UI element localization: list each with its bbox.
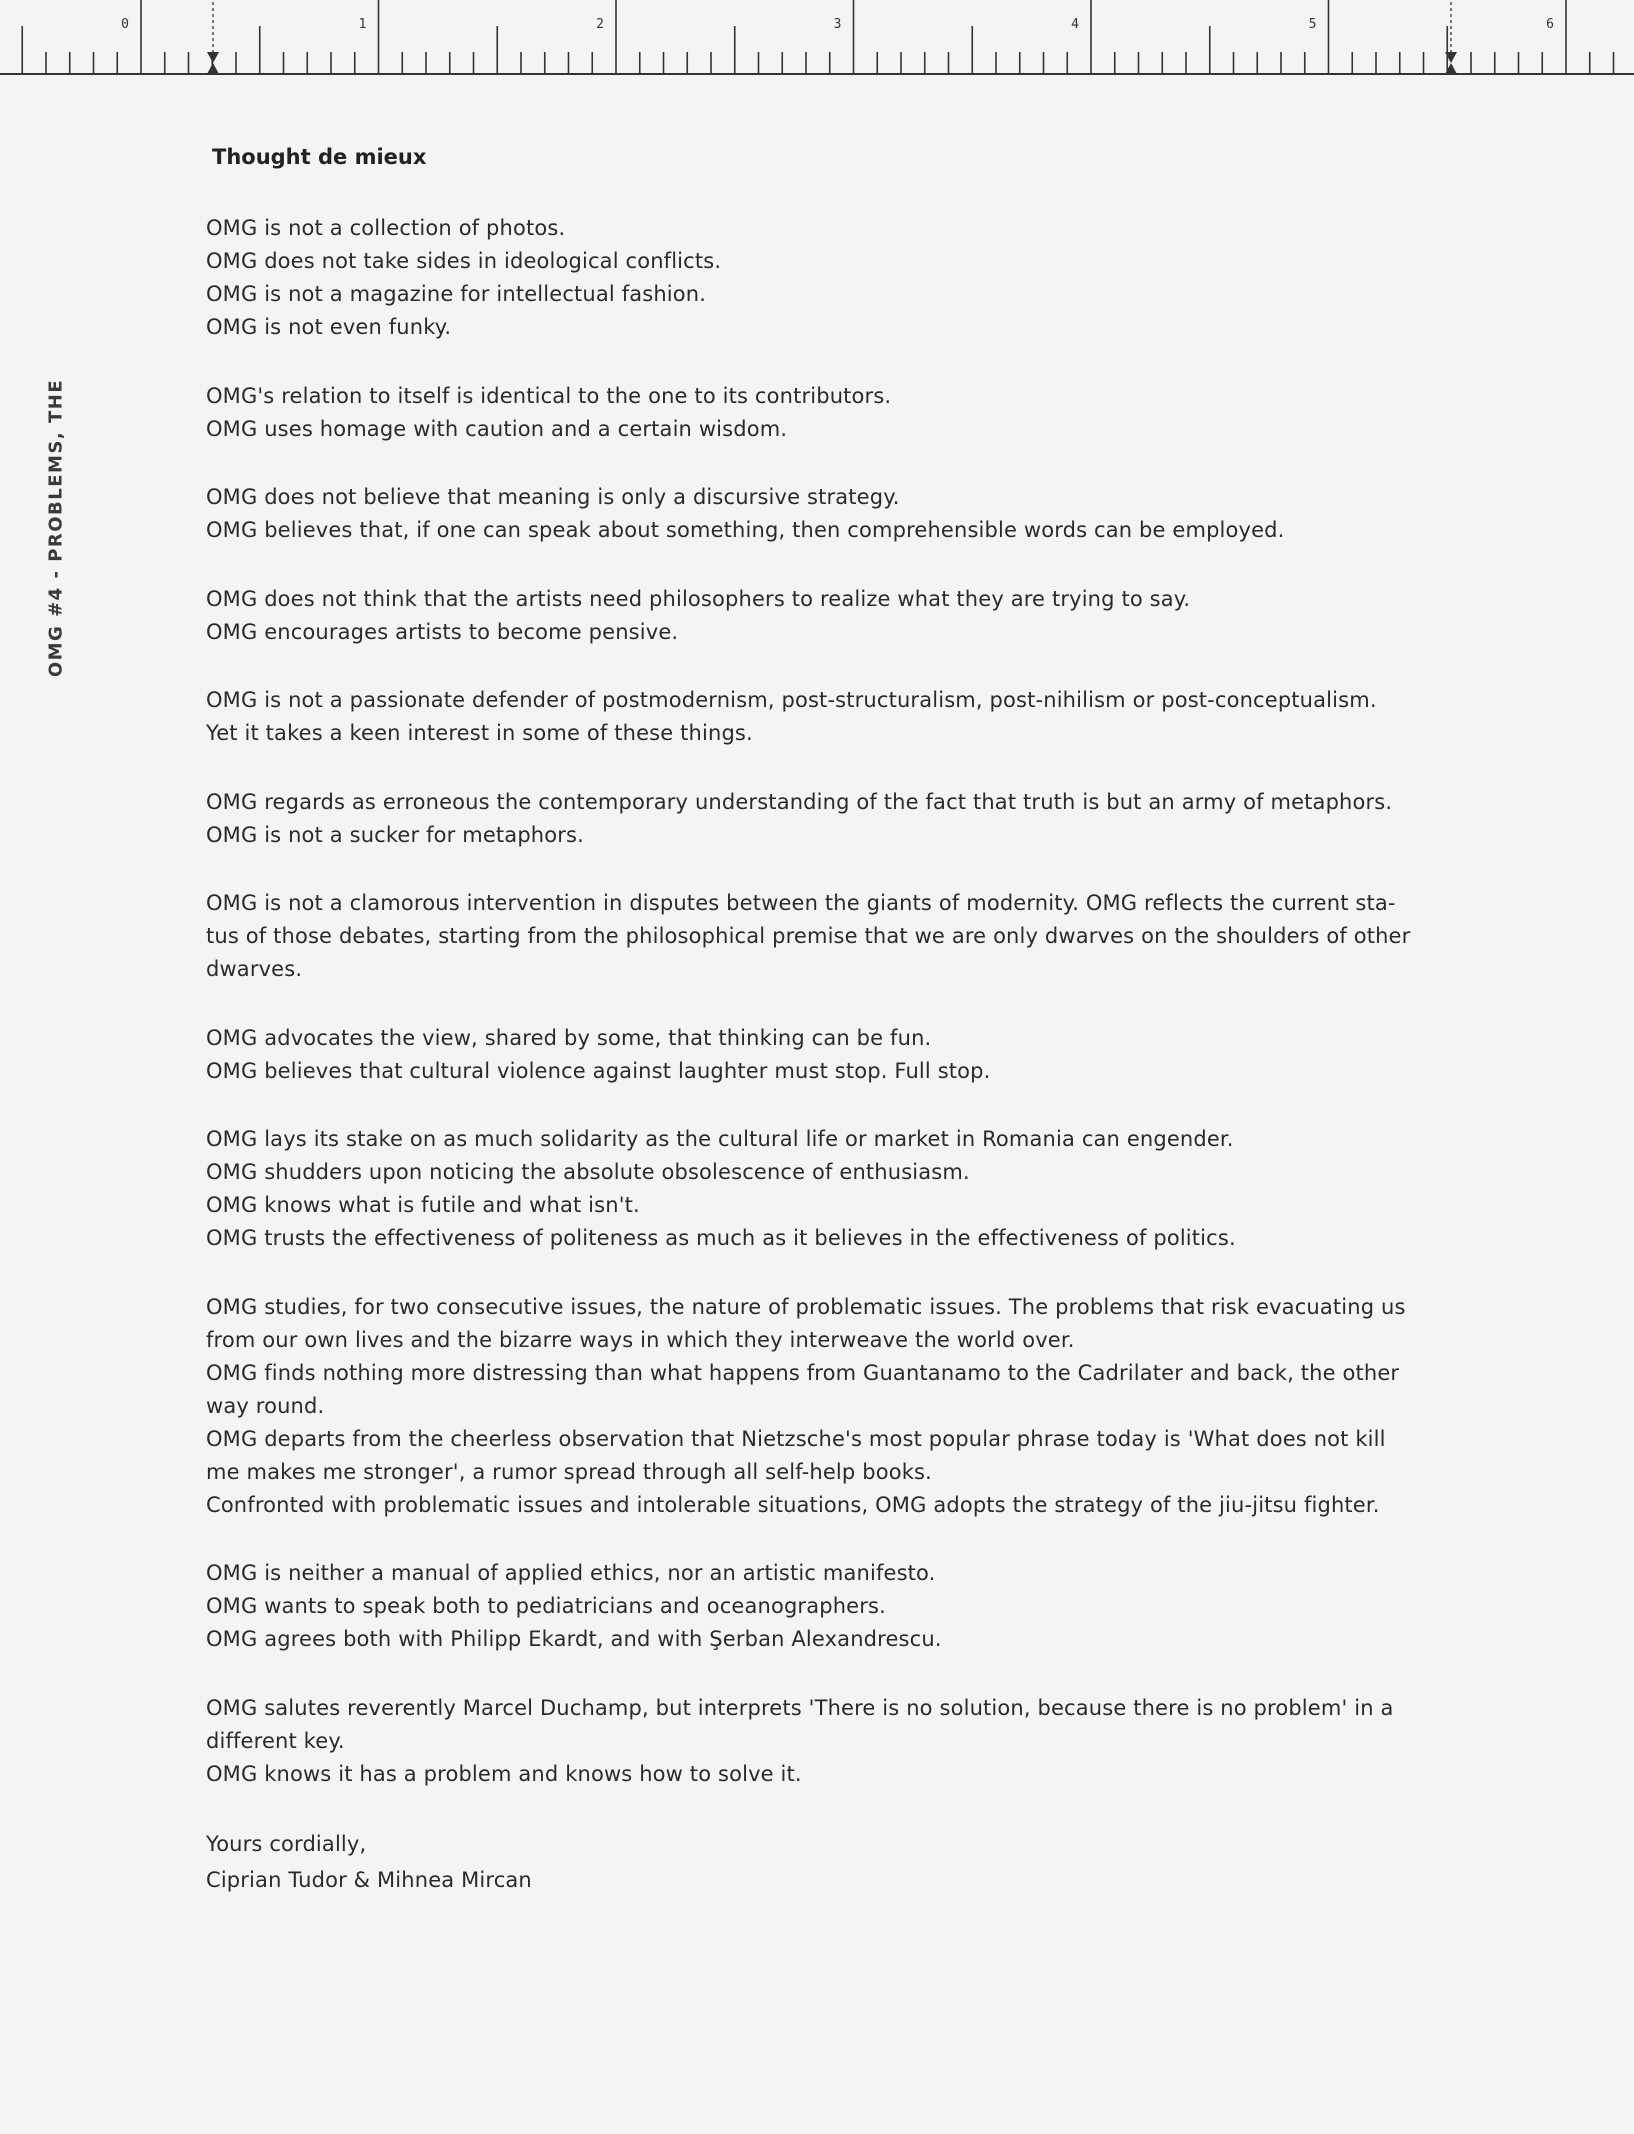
text-line: Confronted with problematic issues and intolerable situations, OMG adopts the strategy of the jiu-jitsu fighter. [206, 1492, 1380, 1517]
text-line: OMG encourages artists to become pensive. [206, 619, 679, 644]
text-line: dwarves. [206, 957, 303, 981]
ruler [0, 0, 1634, 80]
text-line: OMG's relation to itself is identical to the one to its contributors. [206, 383, 892, 408]
paragraph [206, 1291, 1466, 1522]
text-line: OMG is not a collection of photos. [206, 216, 566, 240]
text-line: OMG lays its stake on as much solidarity as the cultural life or market in Romania can engender. [206, 1127, 1234, 1151]
text-line: OMG is neither a manual of applied ethics, nor an artistic manifesto. [206, 1561, 936, 1585]
text-line: OMG finds nothing more distressing than what happens from Guantanamo to the Cadrilater and back, the other [206, 1360, 1400, 1385]
paragraph-list [206, 212, 1466, 1791]
text-line: OMG uses homage with caution and a certain wisdom. [206, 416, 788, 441]
text-line: OMG does not think that the artists need philosophers to realize what they are trying to say. [206, 586, 1191, 611]
ruler-label: 0 [121, 17, 129, 32]
text-line: OMG is not a sucker for metaphors. [206, 822, 584, 847]
signoff [206, 1826, 1466, 1898]
margin-marker-icon[interactable] [207, 52, 219, 74]
paragraph [206, 1692, 1466, 1791]
text-line: OMG trusts the effectiveness of politeness as much as it believes in the effectiveness of politics. [206, 1226, 1236, 1250]
document-title: Thought de mieux [212, 145, 427, 169]
paragraph [206, 1123, 1466, 1255]
paragraph [206, 684, 1466, 750]
text-line: OMG shudders upon noticing the absolute obsolescence of enthusiasm. [206, 1160, 970, 1184]
text-line: OMG does not take sides in ideological conflicts. [206, 249, 722, 273]
text-line: OMG is not a magazine for intellectual fashion. [206, 282, 707, 306]
text-line: different key. [206, 1728, 345, 1753]
ruler-label: 3 [833, 17, 842, 32]
ruler-label: 2 [596, 17, 604, 32]
text-line: OMG is not a clamorous intervention in disputes between the giants of modernity. OMG reflects the current sta- [206, 891, 1396, 915]
text-line: OMG studies, for two consecutive issues, the nature of problematic issues. The problems that risk evacuating us [206, 1294, 1406, 1319]
text-line: OMG regards as erroneous the contemporary understanding of the fact that truth is but an army of metaphors. [206, 789, 1393, 814]
text-line: OMG agrees both with Philipp Ekardt, and with Şerban Alexandrescu. [206, 1627, 942, 1651]
paragraph [206, 380, 1466, 446]
ruler-label: 5 [1308, 17, 1317, 32]
ruler-label: 4 [1071, 17, 1079, 32]
text-line: tus of those debates, starting from the philosophical premise that we are only dwarves on the shoulders of other [206, 924, 1411, 948]
text-line: OMG salutes reverently Marcel Duchamp, but interprets 'There is no solution, because there is no problem' in a [206, 1695, 1394, 1720]
text-line: me makes me stronger', a rumor spread through all self-help books. [206, 1459, 932, 1484]
text-line: Yet it takes a keen interest in some of these things. [206, 721, 753, 745]
signature-line: Ciprian Tudor & Mihnea Mircan [206, 1868, 532, 1892]
document-body [206, 142, 1466, 1898]
text-line: OMG departs from the cheerless observation that Nietzsche's most popular phrase today is 'What does not kill [206, 1426, 1386, 1451]
text-line: OMG knows it has a problem and knows how to solve it. [206, 1761, 802, 1786]
paragraph [206, 583, 1466, 649]
closing-line: Yours cordially, [206, 1832, 367, 1856]
paragraph [206, 212, 1466, 344]
text-line: OMG wants to speak both to pediatricians and oceanographers. [206, 1594, 886, 1618]
text-line: OMG believes that, if one can speak about something, then comprehensible words can be employed. [206, 518, 1285, 542]
ruler-label: 6 [1546, 17, 1554, 32]
text-line: OMG advocates the view, shared by some, that thinking can be fun. [206, 1025, 932, 1050]
text-line: OMG knows what is futile and what isn't. [206, 1193, 640, 1217]
text-line: way round. [206, 1393, 325, 1418]
paragraph [206, 887, 1466, 986]
paragraph [206, 481, 1466, 547]
text-line: OMG believes that cultural violence against laughter must stop. Full stop. [206, 1058, 991, 1083]
text-line: OMG does not believe that meaning is only a discursive strategy. [206, 485, 900, 509]
text-line: OMG is not even funky. [206, 315, 452, 339]
side-label: OMG #4 - PROBLEMS, THE [45, 378, 67, 678]
text-line: from our own lives and the bizarre ways in which they interweave the world over. [206, 1327, 1075, 1352]
ruler-label: 1 [358, 17, 367, 32]
paragraph [206, 1022, 1466, 1088]
paragraph [206, 1557, 1466, 1656]
ruler-graphic [0, 0, 1634, 80]
text-line: OMG is not a passionate defender of postmodernism, post-structuralism, post-nihilism or post-conceptualism. [206, 688, 1377, 712]
paragraph [206, 786, 1466, 852]
